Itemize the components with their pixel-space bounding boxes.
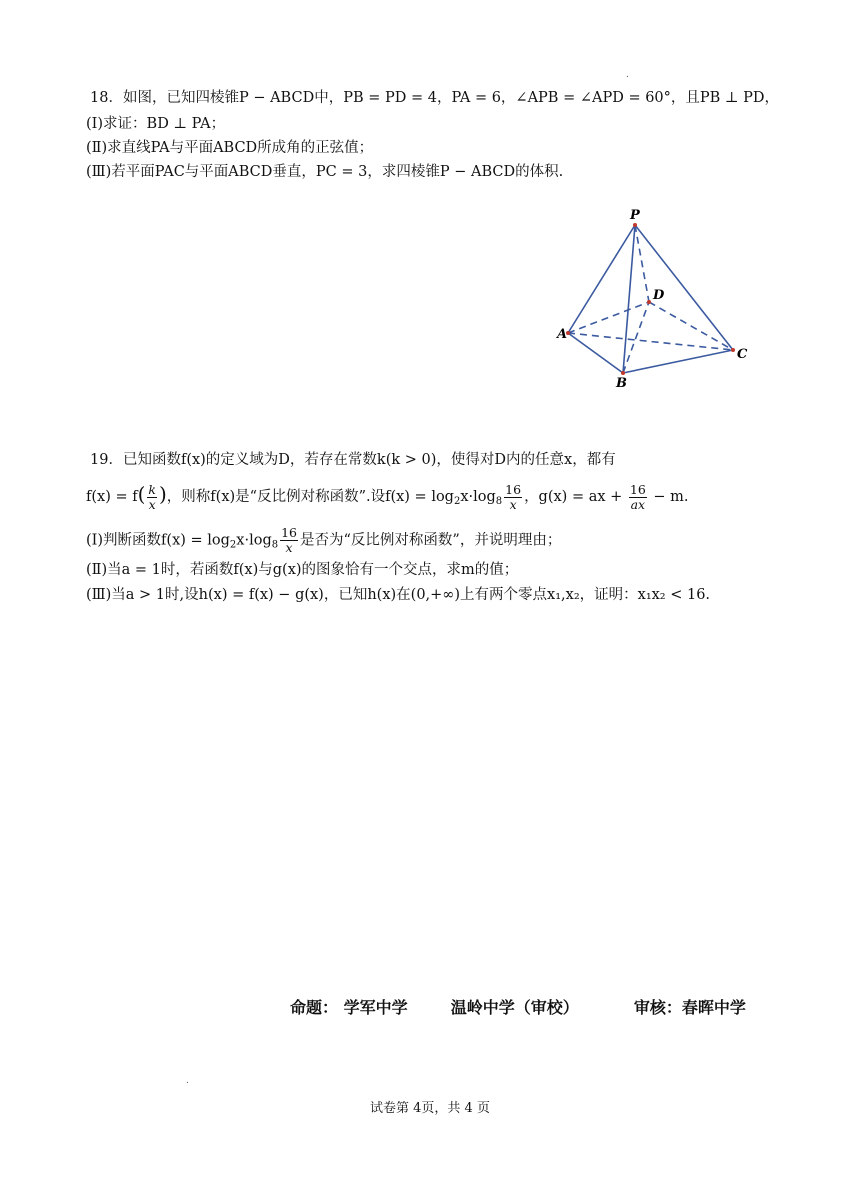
point-B [621,371,625,375]
edge-AC [568,333,733,350]
edge-AB [568,333,623,373]
q19-g-def: ，g(x) = ax + [524,489,627,505]
frac-k-over-x: $\frac{k}{x}$ [148,481,156,512]
edge-BC [623,350,733,373]
frac-16-over-x: $\frac{16}{x}$ [505,481,522,512]
pyramid-diagram [550,205,760,390]
q19-part2: (Ⅱ)当a = 1时，若函数f(x)与g(x)的图象恰有一个交点，求m的值； [86,562,519,578]
label-B: B [616,376,627,390]
edge-DC [649,302,733,350]
q19-part1: (Ⅰ)判断函数$f(x) = \log_2x\cdot\log_8$ $\frac{16}{x}$ 是否为“反比例对称函数”，并说明理由； [86,525,562,555]
q19-part3: (Ⅲ)当a > 1时,设h(x) = f(x) − g(x)，已知h(x)在(0,+∞)上有两个零点x₁,x₂，证明：x₁x₂ < 16. [86,587,711,603]
credit-author: 命题： 学军中学 [290,998,408,1017]
q19-def-text: ，则称f(x)是“反比例对称函数”.设f(x) = log [166,489,454,505]
frac-16-over-ax: $\frac{16}{ax}$ [629,481,646,512]
edge-BD [623,302,649,373]
stray-mark-2: . [186,1076,189,1086]
q19-fx-eq: f(x) = f [86,489,138,505]
edge-AD [568,302,649,333]
edge-PC [635,225,733,350]
point-C [731,348,735,352]
edge-PA [568,225,635,333]
label-A: A [557,327,568,342]
label-P: P [630,208,640,223]
edge-PD [635,225,649,302]
credit-reviewer: 温岭中学（审校） [450,998,579,1017]
label-D: D [653,288,665,303]
exam-credits [290,995,746,1018]
q18-part2: (Ⅱ)求直线PA与平面ABCD所成角的正弦值； [86,140,374,156]
q18-part1: (Ⅰ)求证：BD ⊥ PA； [86,116,226,132]
edge-PB [623,225,635,373]
credit-approver: 审核：春晖中学 [633,998,746,1017]
stray-mark: . [626,70,629,80]
q18-intro: 18．如图，已知四棱锥P − ABCD中，PB = PD = 4，PA = 6，∠APB = ∠APD = 60°，且PB ⊥ PD， [90,90,780,106]
point-P [633,223,637,227]
label-C: C [737,347,748,362]
q19-line2: f(x) = f( $\frac{k}{x}$ )，则称f(x)是“反比例对称函数”.设$f(x) = \log_2x\cdot\log_8$ $\frac{16}{x}$ ，g(x) = ax + $\frac{16}{ax}$ − m. [86,481,689,512]
page-number: 试卷第 4页，共 4 页 [370,1101,490,1116]
point-D [647,300,651,304]
q19-line1: 19．已知函数f(x)的定义域为D，若存在常数k(k > 0)，使得对D内的任意x，都有 [90,452,616,468]
q18-part3: (Ⅲ)若平面PAC与平面ABCD垂直，PC = 3，求四棱锥P − ABCD的体积. [86,164,564,180]
frac-16-over-x-2: $\frac{16}{x}$ [281,525,298,555]
